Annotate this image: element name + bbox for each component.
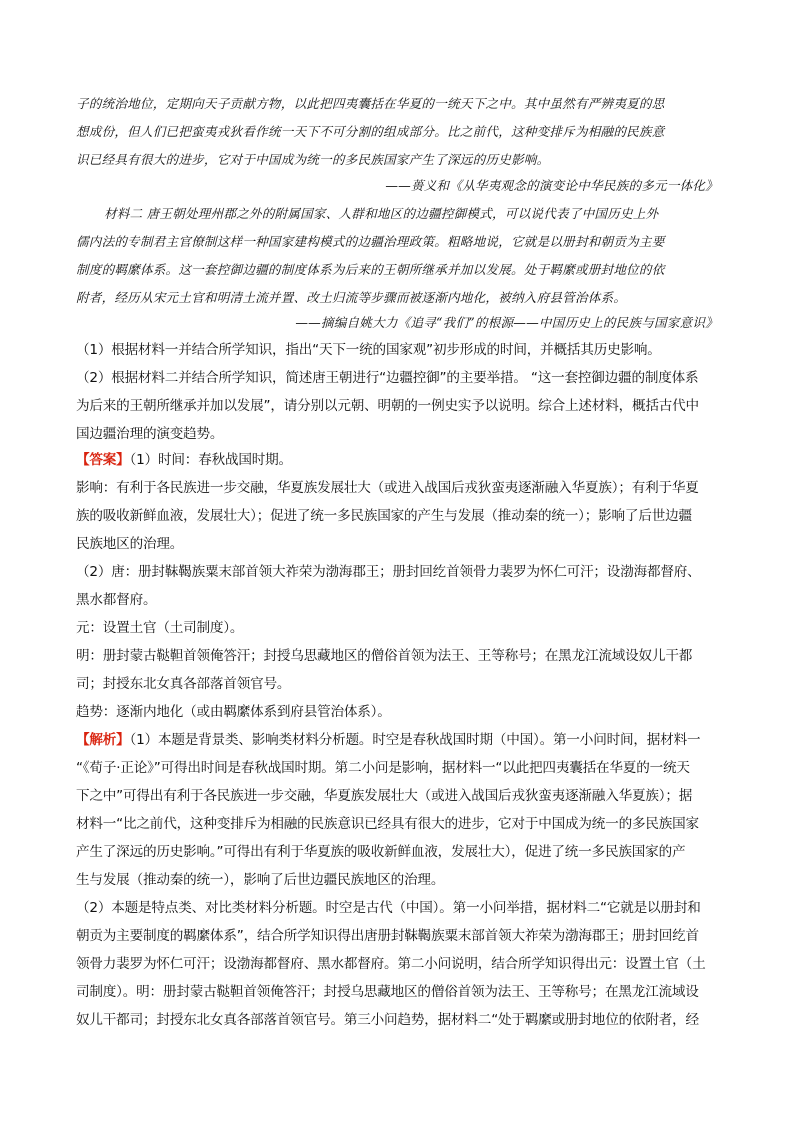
question-line: （1）根据材料一并结合所学知识，指出“天下一统的国家观”初步形成的时间，并概括其历史影响。 xyxy=(76,342,661,358)
answer-line: 民族地区的治理。 xyxy=(76,536,184,552)
analysis-line: （2）本题是特点类、对比类材料分析题。时空是古代（中国）。第一小问举措，据材料二“它就是以册封和 xyxy=(76,900,701,916)
analysis-tag: 【解析】 xyxy=(76,732,130,748)
analysis-line: “《荀子·正论》”可得出时间是春秋战国时期。第二小问是影响，据材料一“以此把四夷囊括在华夏的一统天 xyxy=(76,760,690,776)
analysis-first-line xyxy=(76,730,700,750)
material1-source: ——蒉义和《从华夷观念的演变论中华民族的多元一体化》 xyxy=(385,178,718,193)
material1-line: 识已经具有很大的进步，它对于中国成为统一的多民族国家产生了深远的历史影响。 xyxy=(76,152,550,167)
analysis-line: 朝贡为主要制度的羁縻体系”，结合所学知识得出唐册封靺鞨族粟末部首领大祚荣为渤海郡王；册封回纥首 xyxy=(76,928,699,944)
answer-line: 影响：有利于各民族进一步交融，华夏族发展壮大（或进入战国后戎狄蛮夷逐渐融入华夏族）；有利于华夏 xyxy=(76,480,699,496)
analysis-line: 产生了深远的历史影响。”可得出有利于华夏族的吸收新鲜血液，发展壮大），促进了统一多民族国家的产 xyxy=(76,844,686,860)
question-line: 为后来的王朝所继承并加以发展”，请分别以元朝、明朝的一例史实予以说明。综合上述材料，概括古代中 xyxy=(76,398,699,414)
material2-line: 儒内法的专制君主官僚制这样一种国家建构模式的边疆治理政策。粗略地说，它就是以册封和朝贡为主要 xyxy=(76,234,665,249)
analysis-line: 下之中”可得出有利于各民族进一步交融，华夏族发展壮大（或进入战国后戎狄蛮夷逐渐融入华夏族）；据 xyxy=(76,788,693,804)
analysis-line: 领骨力裴罗为怀仁可汗；设渤海都督府、黑水都督府。第二小问说明，结合所学知识得出元：设置土官（土 xyxy=(76,956,706,972)
answer-line: 元：设置土官（土司制度）。 xyxy=(76,620,244,636)
analysis-line: 生与发展（推动秦的统一），影响了后世边疆民族地区的治理。 xyxy=(76,872,445,888)
analysis-line: 司制度）。明：册封蒙古鞑靼首领俺答汗；封授乌思藏地区的僧俗首领为法王、王等称号；在黑龙江流域设 xyxy=(76,984,699,1000)
answer-line: 司；封授东北女真各部落首领官号。 xyxy=(76,676,291,692)
question-line: （2）根据材料二并结合所学知识，简述唐王朝进行“边疆控御”的主要举措。 “这一套控御边疆的制度体系 xyxy=(76,370,699,386)
question-line: 国边疆治理的演变趋势。 xyxy=(76,426,224,442)
analysis-line: （1）本题是背景类、影响类材料分析题。时空是春秋战国时期（中国）。第一小问时间，据材料一 xyxy=(129,732,701,748)
answer-line: 族的吸收新鲜血液，发展壮大）；促进了统一多民族国家的产生与发展（推动秦的统一）；影响了后世边疆 xyxy=(76,508,692,524)
answer-tag: 【答案】 xyxy=(76,452,130,468)
material2-source: ——摘编自姚大力《追寻“我们”的根源——中国历史上的民族与国家意识》 xyxy=(295,315,718,330)
answer-line: （1）时间：春秋战国时期。 xyxy=(129,452,292,468)
material2-line: 附者，经历从宋元土官和明清土流并置、改土归流等步骤而被逐渐内地化，被纳入府县管治体系。 xyxy=(76,290,627,305)
answer-line: （2）唐：册封靺鞨族粟末部首领大祚荣为渤海郡王；册封回纥首领骨力裴罗为怀仁可汗；设渤海都督府、 xyxy=(76,564,701,580)
analysis-line: 奴儿干都司；封授东北女真各部落首领官号。第三小问趋势，据材料二“处于羁縻或册封地位的依附者，经 xyxy=(76,1012,699,1028)
answer-line: 黑水都督府。 xyxy=(76,592,157,608)
material1-line: 子的统治地位，定期向天子贡献方物，以此把四夷囊括在华夏的一统天下之中。其中虽然有严辨夷夏的思 xyxy=(76,96,665,111)
material1-line: 想成份，但人们已把蛮夷戎狄看作统一天下不可分割的组成部分。比之前代，这种变排斥为相融的民族意 xyxy=(76,124,665,139)
answer-line: 趋势：逐渐内地化（或由羁縻体系到府县管治体系）。 xyxy=(76,704,391,720)
answer-line: 明：册封蒙古鞑靼首领俺答汗；封授乌思藏地区的僧俗首领为法王、王等称号；在黑龙江流域设奴儿干都 xyxy=(76,648,693,664)
material2-line: 制度的羁縻体系。这一套控御边疆的制度体系为后来的王朝所继承并加以发展。处于羁縻或册封地位的依 xyxy=(76,262,665,277)
material2-line: 材料二 唐王朝处理州郡之外的附属国家、人群和地区的边疆控御模式，可以说代表了中国历史上外 xyxy=(104,206,659,221)
answer-first-line xyxy=(76,450,292,470)
analysis-line: 材料一“比之前代，这种变排斥为相融的民族意识已经具有很大的进步，它对于中国成为统一的多民族国家 xyxy=(76,816,699,832)
